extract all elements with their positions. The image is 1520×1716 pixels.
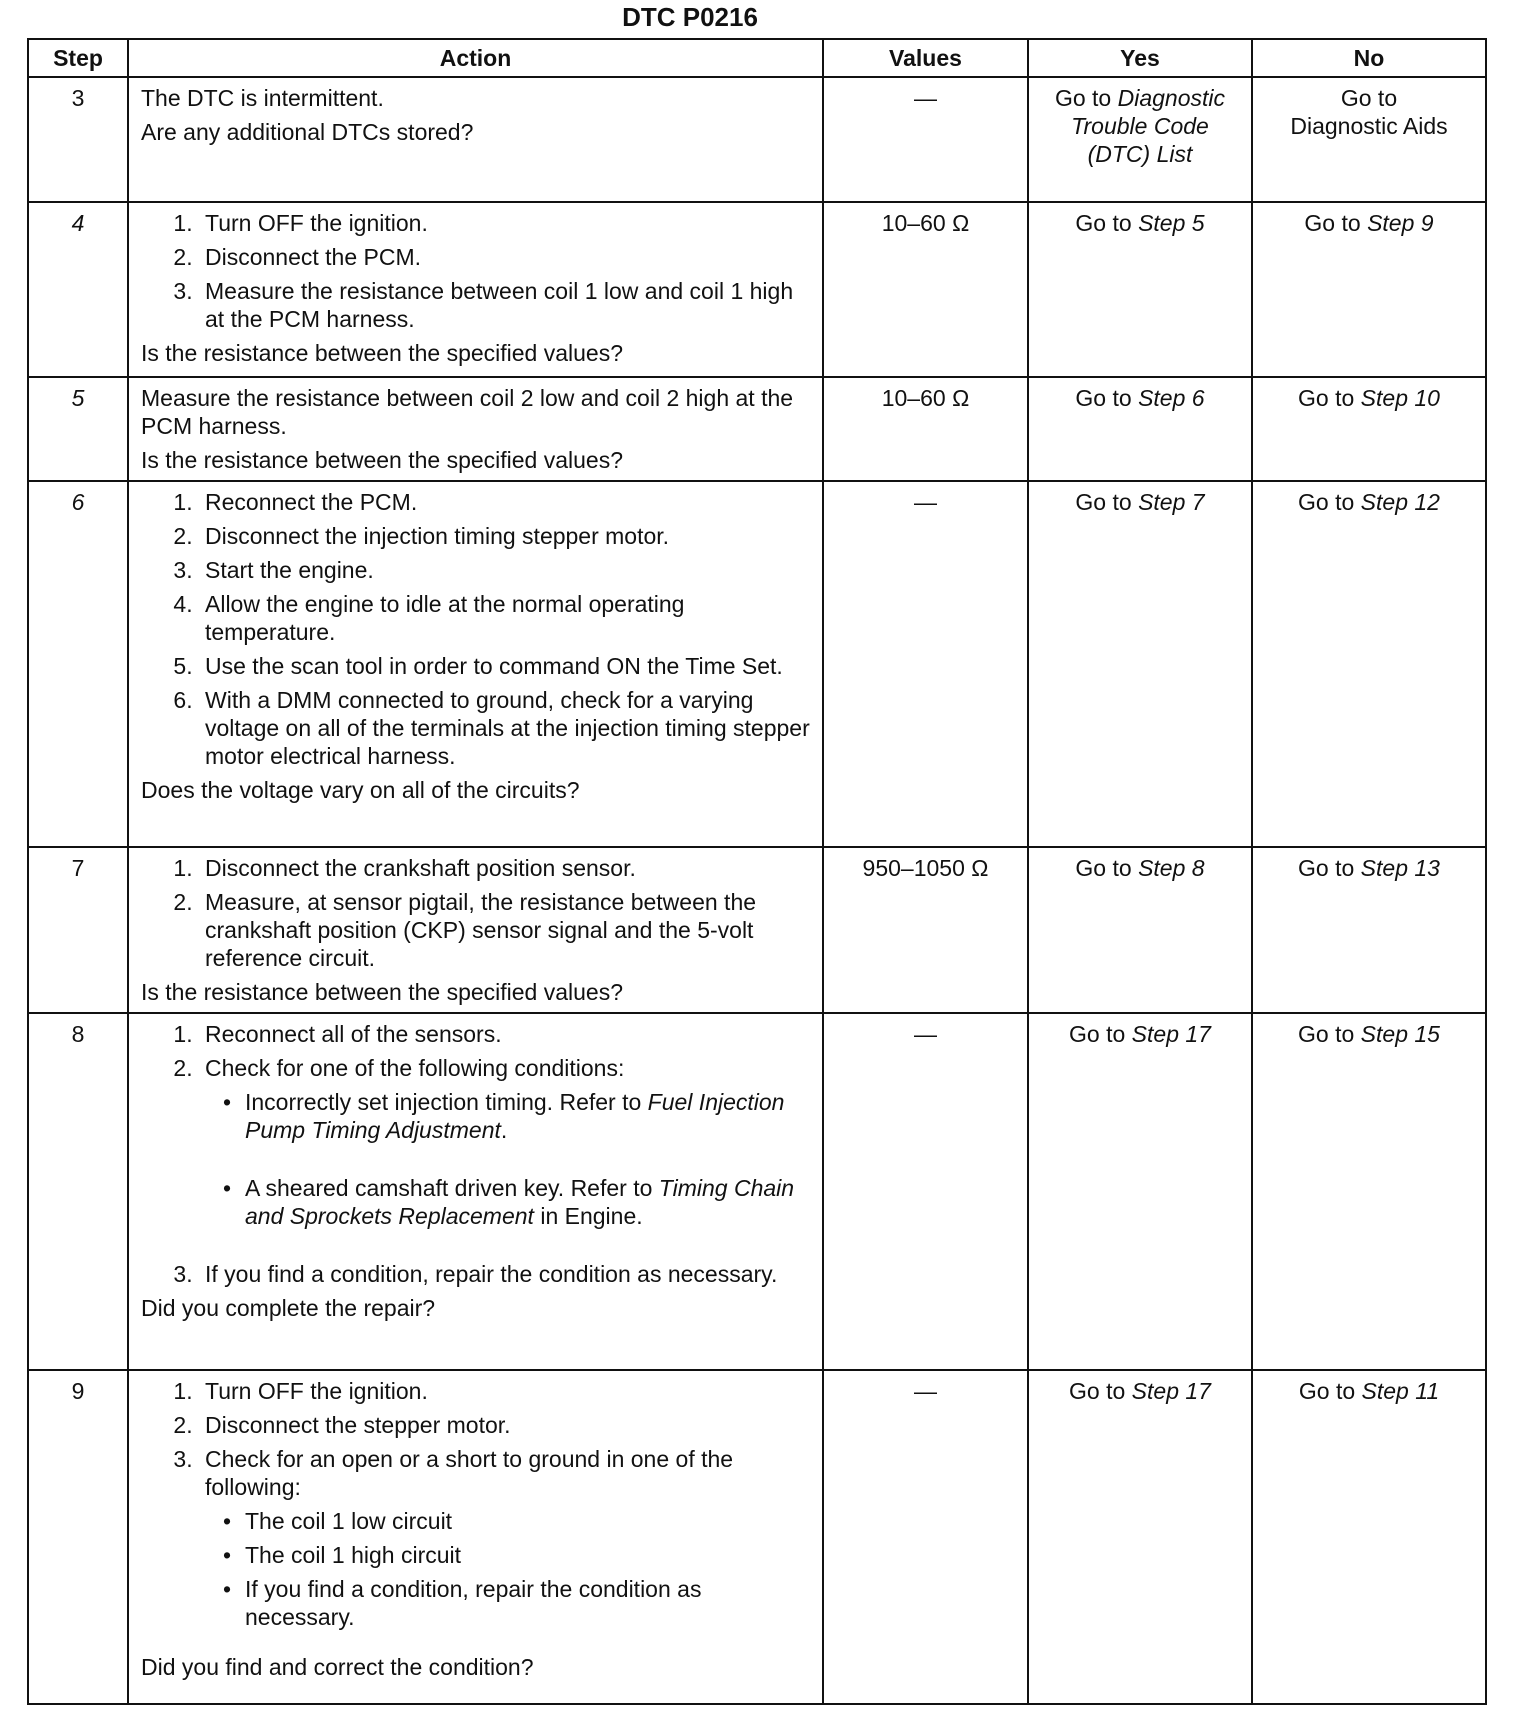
no-text: Go to Diagnostic Aids xyxy=(1290,85,1448,139)
yes-prefix: Go to xyxy=(1075,489,1139,515)
diagnostic-table xyxy=(27,38,1487,1705)
list-item-text: Check for an open or a short to ground in one of the following: xyxy=(205,1446,734,1500)
reference-link: Fuel Injection Pump Timing Adjustment xyxy=(245,1089,785,1143)
action-steps xyxy=(141,1377,810,1631)
table-row xyxy=(28,202,1486,377)
list-item: 2. Disconnect the injection timing stepper motor. xyxy=(199,522,810,550)
table-row xyxy=(28,377,1486,481)
no-link: Step 10 xyxy=(1360,385,1440,411)
yes-link: Step 7 xyxy=(1138,489,1205,515)
yes-prefix: Go to xyxy=(1075,385,1139,411)
no-cell xyxy=(1252,847,1486,1013)
value-cell: 950–1050 Ω xyxy=(823,847,1028,1013)
list-item: 1. Reconnect the PCM. xyxy=(199,488,810,516)
step-number: 5 xyxy=(28,377,128,481)
yes-prefix: Go to xyxy=(1069,1021,1132,1047)
action-question: Is the resistance between the specified values? xyxy=(141,447,624,473)
value-cell: — xyxy=(823,1370,1028,1704)
action-cell xyxy=(128,847,823,1013)
page-title: DTC P0216 xyxy=(622,2,758,32)
no-prefix: Go to xyxy=(1304,210,1368,236)
table-row xyxy=(28,1013,1486,1370)
table-row xyxy=(28,847,1486,1013)
action-steps xyxy=(141,209,810,333)
no-prefix: Go to xyxy=(1298,489,1361,515)
list-item-text: Check for one of the following conditions: xyxy=(205,1055,625,1081)
action-cell xyxy=(128,481,823,847)
no-link: Step 11 xyxy=(1361,1378,1440,1404)
bullet-text: Incorrectly set injection timing. Refer to xyxy=(245,1089,648,1115)
action-text: Measure the resistance between coil 2 low and coil 2 high at the PCM harness. xyxy=(141,385,794,439)
list-item: 3. Start the engine. xyxy=(199,556,810,584)
no-cell xyxy=(1252,481,1486,847)
no-prefix: Go to xyxy=(1298,385,1361,411)
action-cell xyxy=(128,1013,823,1370)
yes-link: Step 17 xyxy=(1131,1378,1211,1404)
bullet-tail: . xyxy=(500,1117,508,1143)
circuit-bullets xyxy=(205,1507,810,1631)
list-item: 6. With a DMM connected to ground, check for a varying voltage on all of the terminals at the injection timing stepper motor electrical harness. xyxy=(199,686,810,770)
action-cell xyxy=(128,377,823,481)
yes-cell xyxy=(1028,847,1252,1013)
action-question: Did you find and correct the condition? xyxy=(141,1654,534,1680)
header-values: Values xyxy=(823,39,1028,77)
action-question: Is the resistance between the specified values? xyxy=(141,979,624,1005)
list-item: 2. Disconnect the stepper motor. xyxy=(199,1411,810,1439)
table-row xyxy=(28,481,1486,847)
no-link: Step 15 xyxy=(1360,1021,1440,1047)
action-text: The DTC is intermittent. xyxy=(141,85,384,111)
action-question: Are any additional DTCs stored? xyxy=(141,119,474,145)
no-link: Step 13 xyxy=(1360,855,1440,881)
value-cell: — xyxy=(823,77,1028,202)
yes-link: Diagnostic Trouble Code (DTC) List xyxy=(1071,85,1226,167)
bullet-tail: in Engine. xyxy=(533,1203,643,1229)
action-steps xyxy=(141,854,810,972)
list-item: 2. Disconnect the PCM. xyxy=(199,243,810,271)
yes-prefix: Go to xyxy=(1069,1378,1132,1404)
bullet-item xyxy=(223,1088,810,1144)
action-steps xyxy=(141,488,810,770)
header-step: Step xyxy=(28,39,128,77)
step-number: 6 xyxy=(28,481,128,847)
yes-cell xyxy=(1028,1013,1252,1370)
action-cell xyxy=(128,77,823,202)
yes-cell xyxy=(1028,77,1252,202)
yes-link: Step 8 xyxy=(1138,855,1205,881)
value-cell: 10–60 Ω xyxy=(823,202,1028,377)
table-header-row xyxy=(28,39,1486,77)
value-cell: 10–60 Ω xyxy=(823,377,1028,481)
yes-link: Step 17 xyxy=(1131,1021,1211,1047)
bullet-item: • The coil 1 high circuit xyxy=(223,1541,810,1569)
list-item: 1. Turn OFF the ignition. xyxy=(199,1377,810,1405)
yes-cell xyxy=(1028,202,1252,377)
no-cell xyxy=(1252,1013,1486,1370)
action-steps xyxy=(141,1020,810,1288)
no-prefix: Go to xyxy=(1298,1378,1362,1404)
step-number: 7 xyxy=(28,847,128,1013)
action-question: Did you complete the repair? xyxy=(141,1295,436,1321)
no-cell xyxy=(1252,77,1486,202)
reference-link: Timing Chain and Sprockets Replacement xyxy=(245,1175,795,1229)
list-item: 4. Allow the engine to idle at the normal operating temperature. xyxy=(199,590,810,646)
action-question: Is the resistance between the specified values? xyxy=(141,340,624,366)
condition-bullets xyxy=(205,1088,810,1230)
list-item: 1. Reconnect all of the sensors. xyxy=(199,1020,810,1048)
list-item: 2. Measure, at sensor pigtail, the resistance between the crankshaft position (CKP) sensor signal and the 5-volt reference circuit. xyxy=(199,888,810,972)
step-number: 8 xyxy=(28,1013,128,1370)
bullet-item: • The coil 1 low circuit xyxy=(223,1507,810,1535)
table-row xyxy=(28,1370,1486,1704)
no-cell xyxy=(1252,1370,1486,1704)
yes-cell xyxy=(1028,377,1252,481)
no-cell xyxy=(1252,377,1486,481)
yes-prefix: Go to xyxy=(1075,210,1139,236)
yes-link: Step 6 xyxy=(1138,385,1205,411)
list-item: 1. Turn OFF the ignition. xyxy=(199,209,810,237)
table-row xyxy=(28,77,1486,202)
step-number: 4 xyxy=(28,202,128,377)
no-prefix: Go to xyxy=(1298,1021,1361,1047)
value-cell: — xyxy=(823,1013,1028,1370)
no-link: Step 12 xyxy=(1360,489,1440,515)
no-link: Step 9 xyxy=(1367,210,1434,236)
action-cell xyxy=(128,1370,823,1704)
step-number: 9 xyxy=(28,1370,128,1704)
list-item: 5. Use the scan tool in order to command ON the Time Set. xyxy=(199,652,810,680)
header-no: No xyxy=(1252,39,1486,77)
list-item: 3. If you find a condition, repair the condition as necessary. xyxy=(199,1260,810,1288)
list-item: 3. Measure the resistance between coil 1 low and coil 1 high at the PCM harness. xyxy=(199,277,810,333)
list-item xyxy=(199,1054,810,1230)
no-prefix: Go to xyxy=(1298,855,1361,881)
step-number: 3 xyxy=(28,77,128,202)
yes-cell xyxy=(1028,481,1252,847)
list-item xyxy=(199,1445,810,1631)
header-action: Action xyxy=(128,39,823,77)
yes-prefix: Go to xyxy=(1075,855,1139,881)
yes-cell xyxy=(1028,1370,1252,1704)
bullet-item xyxy=(223,1174,810,1230)
list-item: 1. Disconnect the crankshaft position sensor. xyxy=(199,854,810,882)
value-cell: — xyxy=(823,481,1028,847)
header-yes: Yes xyxy=(1028,39,1252,77)
bullet-text: A sheared camshaft driven key. Refer to xyxy=(245,1175,659,1201)
bullet-item: • If you find a condition, repair the condition as necessary. xyxy=(223,1575,810,1631)
yes-link: Step 5 xyxy=(1138,210,1205,236)
action-question: Does the voltage vary on all of the circuits? xyxy=(141,777,580,803)
yes-prefix: Go to xyxy=(1054,85,1118,111)
action-cell xyxy=(128,202,823,377)
no-cell xyxy=(1252,202,1486,377)
